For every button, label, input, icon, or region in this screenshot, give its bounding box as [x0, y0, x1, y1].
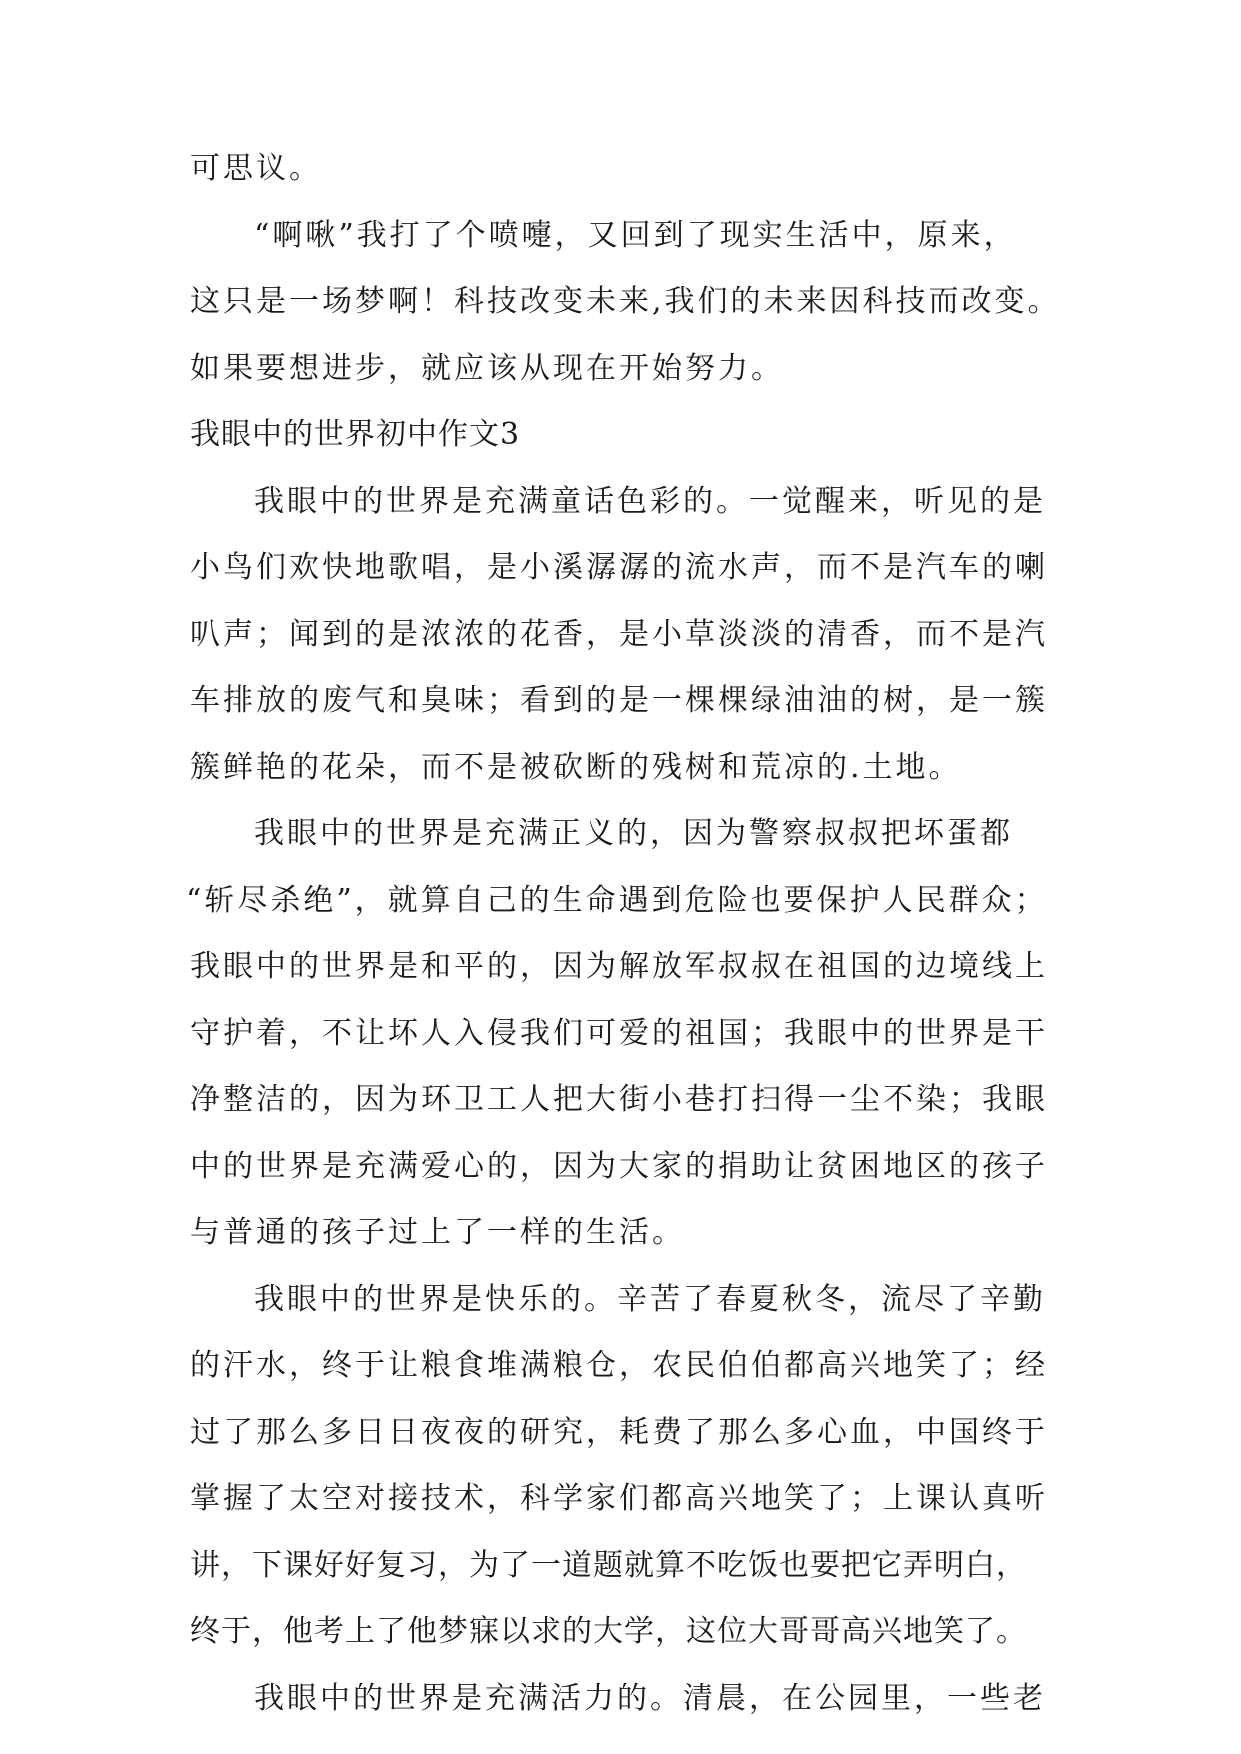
text-line: 守护着，不让坏人入侵我们可爱的祖国；我眼中的世界是干 [190, 1015, 1048, 1051]
section-heading: 我眼中的世界初中作文3 [190, 417, 521, 452]
text-line: 的汗水，终于让粮食堆满粮仓，农民伯伯都高兴地笑了；经 [190, 1348, 1048, 1383]
text-line: 讲，下课好好复习，为了一道题就算不吃饭也要把它弄明白， [190, 1547, 1027, 1583]
text-line: 簇鲜艳的花朵，而不是被砍断的残树和荒凉的.土地。 [190, 749, 962, 785]
text-line: 我眼中的世界是充满正义的，因为警察叔叔把坏蛋都 [254, 816, 1013, 851]
text-line: 这只是一场梦啊！科技改变未来,我们的未来因科技而改变。 [190, 284, 1061, 319]
text-line: “啊啾”我打了个喷嚏，又回到了现实生活中，原来， [254, 217, 1017, 253]
text-line: 掌握了太空对接技术，科学家们都高兴地笑了；上课认真听 [190, 1481, 1048, 1516]
text-line: 如果要想进步，就应该从现在开始努力。 [190, 350, 784, 386]
text-line: 我眼中的世界是快乐的。辛苦了春夏秋冬，流尽了辛勤 [254, 1281, 1046, 1317]
text-line: 我眼中的世界是和平的，因为解放军叔叔在祖国的边境线上 [190, 949, 1048, 984]
text-line: 终于，他考上了他梦寐以求的大学，这位大哥哥高兴地笑了。 [190, 1614, 1027, 1649]
text-line: 小鸟们欢快地歌唱，是小溪潺潺的流水声，而不是汽车的喇 [190, 550, 1048, 585]
text-line: 车排放的废气和臭味；看到的是一棵棵绿油油的树，是一簇 [190, 683, 1048, 718]
text-line: 与普通的孩子过上了一样的生活。 [190, 1215, 685, 1250]
text-line: “斩尽杀绝”，就算自己的生命遇到危险也要保护人民群众； [186, 882, 1048, 918]
text-line: 我眼中的世界是充满童话色彩的。一觉醒来，听见的是 [254, 483, 1046, 519]
text-line: 过了那么多日日夜夜的研究，耗费了那么多心血，中国终于 [190, 1414, 1048, 1450]
text-line: 叭声；闻到的是浓浓的花香，是小草淡淡的清香，而不是汽 [190, 616, 1048, 652]
text-line: 中的世界是充满爱心的，因为大家的捐助让贫困地区的孩子 [190, 1148, 1048, 1184]
text-line: 可思议。 [190, 151, 322, 186]
text-line: 净整洁的，因为环卫工人把大街小巷打扫得一尘不染；我眼 [190, 1082, 1048, 1117]
text-line: 我眼中的世界是充满活力的。清晨，在公园里，一些老 [254, 1680, 1046, 1716]
